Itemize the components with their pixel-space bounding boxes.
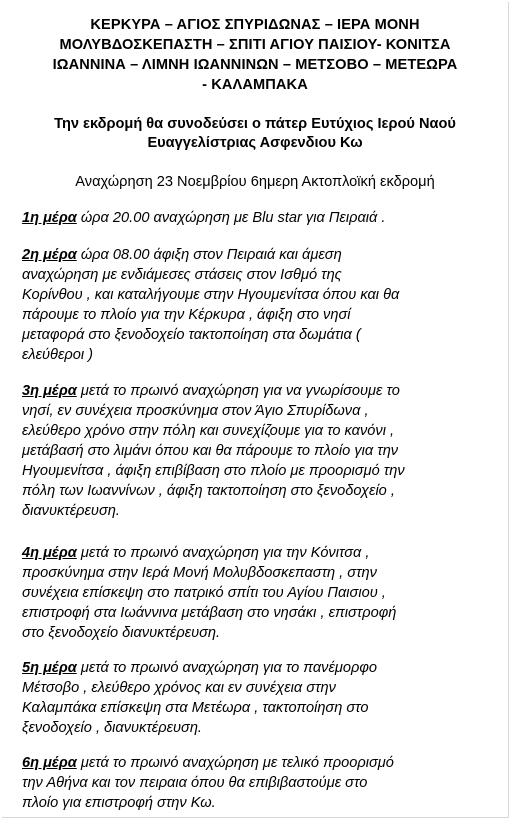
day-4-paragraph — [22, 543, 500, 643]
day-line: ελεύθερο χρόνο στην πόλη και συνεχίζουμε για το κανόνι , — [22, 423, 395, 439]
day-text: μετά το πρωινό αναχώρηση για την Κόνιτσα , — [76, 545, 370, 561]
day-line — [22, 245, 500, 265]
day-3-paragraph — [22, 381, 500, 521]
day-label: 2η μέρα — [22, 247, 77, 263]
departure-line: Αναχώρηση 23 Νοεμβρίου 6ημερη Ακτοπλοϊκή εκδρομή — [75, 174, 435, 190]
title-line: - ΚΑΛΑΜΠΑΚΑ — [202, 77, 308, 93]
day-line: πλοίο για επιστροφή στην Κω. — [22, 795, 216, 811]
day-text: μετά το πρωινό αναχώρηση με τελικό προορισμό — [76, 755, 394, 771]
day-line — [22, 208, 500, 228]
day-6-paragraph — [22, 753, 500, 813]
day-label: 1η μέρα — [22, 210, 77, 226]
day-line — [22, 543, 500, 563]
day-text: μετά το πρωινό αναχώρηση για να γνωρίσουμε το — [76, 383, 400, 399]
day-line: Ηγουμενίτσα , άφιξη επιβίβαση στο πλοίο με προορισμό την — [22, 463, 405, 479]
day-line: νησί, εν συνέχεια προσκύνημα στον Άγιο Σπυρίδωνα , — [22, 403, 369, 419]
day-line: στο ξενοδοχείο διανυκτέρευση. — [22, 625, 221, 641]
title-line: ΙΩΑΝΝΙΝΑ – ΛΙΜΝΗ ΙΩΑΝΝΙΝΩΝ – ΜΕΤΣΟΒΟ – ΜΕΤΕΩΡΑ — [52, 57, 458, 73]
day-line — [22, 753, 500, 773]
day-line — [22, 381, 500, 401]
title-line: ΚΕΡΚΥΡΑ – ΑΓΙΟΣ ΣΠΥΡΙΔΩΝΑΣ – ΙΕΡΑ ΜΟΝΗ — [90, 17, 420, 33]
day-line: μεταφορά στο ξενοδοχείο τακτοποίηση στα δωμάτια ( — [22, 327, 361, 343]
day-line: επιστροφή στα Ιωάννινα μετάβαση στο νησάκι , επιστροφή — [22, 605, 397, 621]
day-line: την Αθήνα και τον πειραια όπου θα επιβιβαστούμε στο — [22, 775, 368, 791]
day-5-paragraph — [22, 658, 500, 738]
escort-note — [16, 115, 494, 153]
day-2-paragraph — [22, 245, 500, 365]
day-1-paragraph — [22, 208, 500, 228]
day-line: ξενοδοχείο , διανυκτέρευση. — [22, 720, 202, 736]
day-line: συνέχεια επίσκεψη στο πατρικό σπίτι του Αγίου Παισιου , — [22, 585, 386, 601]
escort-line: Την εκδρομή θα συνοδεύσει ο πάτερ Ευτύχιος Ιερού Ναού — [54, 116, 456, 132]
day-line: μετάβασή στο λιμάνι όπου και θα πάρουμε το πλοίο για την — [22, 443, 399, 459]
day-label: 3η μέρα — [22, 383, 77, 399]
trip-title — [16, 15, 494, 95]
day-line: Μέτσοβο , ελεύθερο χρόνος και εν συνέχεια στην — [22, 680, 336, 696]
day-label: 4η μέρα — [22, 545, 77, 561]
day-label: 5η μέρα — [22, 660, 77, 676]
day-text: ώρα 08.00 άφιξη στον Πειραιά και άμεση — [76, 247, 342, 263]
day-line: ελεύθεροι ) — [22, 347, 93, 363]
day-line — [22, 658, 500, 678]
flyer-page — [2, 2, 509, 818]
title-line: ΜΟΛΥΒΔΟΣΚΕΠΑΣΤΗ – ΣΠΙΤΙ ΑΓΙΟΥ ΠΑΙΣΙΟΥ- ΚΟΝΙΤΣΑ — [59, 37, 451, 53]
day-line: Κορίνθου , και καταλήγουμε στην Ηγουμενίτσα όπου και θα — [22, 287, 400, 303]
day-line: αναχώρηση με ενδιάμεσες στάσεις στον Ισθμό της — [22, 267, 342, 283]
day-line: Καλαμπάκα επίσκεψη στα Μετέωρα , τακτοποίηση στο — [22, 700, 369, 716]
day-label: 6η μέρα — [22, 755, 77, 771]
day-line: πόλη των Ιωαννίνων , άφιξη τακτοποίηση στο ξενοδοχείο , — [22, 483, 395, 499]
escort-line: Ευαγγελίστριας Ασφενδιου Κω — [147, 135, 363, 151]
day-line: πάρουμε το πλοίο για την Κέρκυρα , άφιξη στο νησί — [22, 307, 351, 323]
day-line: προσκύνημα στην Ιερά Μονή Μολυβδοσκεπαστη , στην — [22, 565, 377, 581]
day-line: διανυκτέρευση. — [22, 503, 120, 519]
day-text: μετά το πρωινό αναχώρηση για το πανέμορφο — [76, 660, 377, 676]
day-text: ώρα 20.00 αναχώρηση με Blu star για Πειραιά . — [76, 210, 386, 226]
